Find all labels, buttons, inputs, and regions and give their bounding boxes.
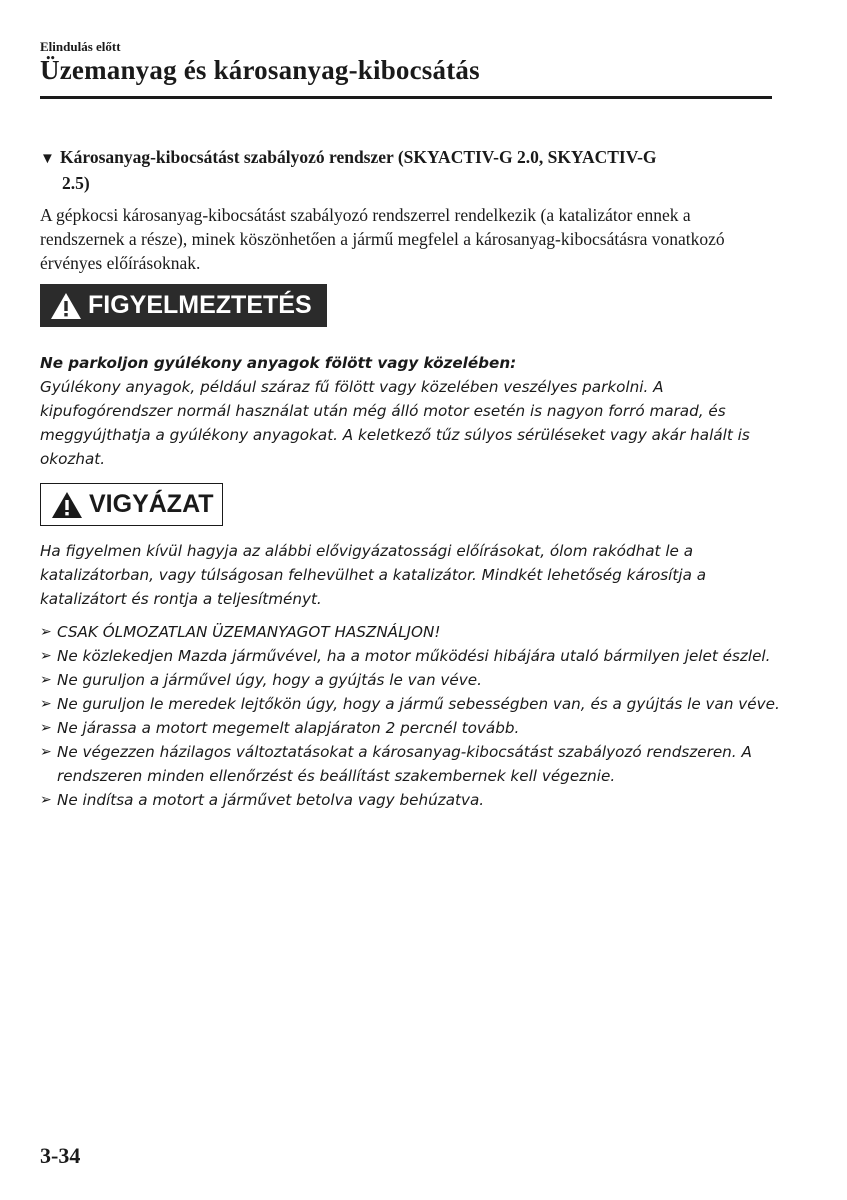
section-heading-line1: Károsanyag-kibocsátást szabályozó rendszer (SKYACTIV-G 2.0, SKYACTIV-G bbox=[60, 147, 657, 167]
section-heading bbox=[40, 145, 765, 195]
list-item bbox=[40, 644, 780, 668]
bullet-arrow-icon: ➢ bbox=[40, 744, 52, 760]
list-item-text: Ne indítsa a motort a járművet betolva vagy behúzatva. bbox=[57, 791, 485, 809]
bullet-arrow-icon: ➢ bbox=[40, 696, 52, 712]
list-item bbox=[40, 620, 780, 644]
list-item-text: Ne járassa a motort megemelt alapjáraton 2 percnél tovább. bbox=[57, 719, 520, 737]
list-item-text: Ne közlekedjen Mazda járművével, ha a motor működési hibájára utaló bármilyen jelet észlel. bbox=[57, 647, 771, 665]
warning-label: FIGYELMEZTETÉS bbox=[88, 291, 312, 319]
warning-banner bbox=[40, 284, 327, 327]
section-heading-line2: 2.5) bbox=[62, 173, 90, 193]
list-item bbox=[40, 716, 780, 740]
caution-list bbox=[40, 620, 780, 812]
warning-heading: Ne parkoljon gyúlékony anyagok fölött vagy közelében: bbox=[40, 354, 517, 372]
bullet-arrow-icon: ➢ bbox=[40, 624, 52, 640]
list-item-text: CSAK ÓLMOZATLAN ÜZEMANYAGOT HASZNÁLJON! bbox=[57, 623, 441, 641]
section-marker-icon: ▼ bbox=[40, 151, 55, 167]
bullet-arrow-icon: ➢ bbox=[40, 720, 52, 736]
list-item-text: Ne guruljon a járművel úgy, hogy a gyújtás le van véve. bbox=[57, 671, 482, 689]
list-item-text: Ne végezzen házilagos változtatásokat a károsanyag-kibocsátást szabályozó rendszeren. A rendszeren minden ellenőrzést és beállítást szakembernek kell végeznie. bbox=[57, 743, 752, 785]
bullet-arrow-icon: ➢ bbox=[40, 792, 52, 808]
caution-banner bbox=[40, 483, 223, 526]
list-item-text: Ne guruljon le meredek lejtőkön úgy, hogy a jármű sebességben van, és a gyújtás le van véve. bbox=[57, 695, 780, 713]
warning-triangle-icon bbox=[49, 291, 83, 321]
title-divider bbox=[40, 96, 772, 99]
list-item bbox=[40, 668, 780, 692]
caution-label: VIGYÁZAT bbox=[89, 490, 214, 518]
page-title: Üzemanyag és károsanyag-kibocsátás bbox=[40, 55, 480, 85]
warning-triangle-icon bbox=[50, 490, 84, 520]
caution-text: Ha figyelmen kívül hagyja az alábbi elővigyázatossági előírásokat, ólom rakódhat le a katalizátorban, vagy túlságosan felhevülhet a katalizátor. Mindkét lehetőség károsítja a katalizátort és rontja a teljesítményt. bbox=[40, 542, 707, 608]
warning-text: Gyúlékony anyagok, például száraz fű fölött vagy közelében veszélyes parkolni. A kipufogórendszer normál használat után még álló motor esetén is nagyon forró marad, és meggyújthatja a gyúlékony anyagokat. A keletkező tűz súlyos sérüléseket vagy akár halált is okozhat. bbox=[40, 378, 750, 468]
bullet-arrow-icon: ➢ bbox=[40, 672, 52, 688]
page-number: 3-34 bbox=[40, 1143, 81, 1168]
list-item bbox=[40, 788, 780, 812]
chapter-label: Elindulás előtt bbox=[40, 39, 121, 54]
list-item bbox=[40, 692, 780, 716]
section-body: A gépkocsi károsanyag-kibocsátást szabályozó rendszerrel rendelkezik (a katalizátor ennek a rendszernek a része), minek köszönhetően a jármű megfelel a károsanyag-kibocsátásra vonatkozó érvényes előírásoknak. bbox=[40, 205, 725, 273]
bullet-arrow-icon: ➢ bbox=[40, 648, 52, 664]
list-item bbox=[40, 740, 780, 788]
